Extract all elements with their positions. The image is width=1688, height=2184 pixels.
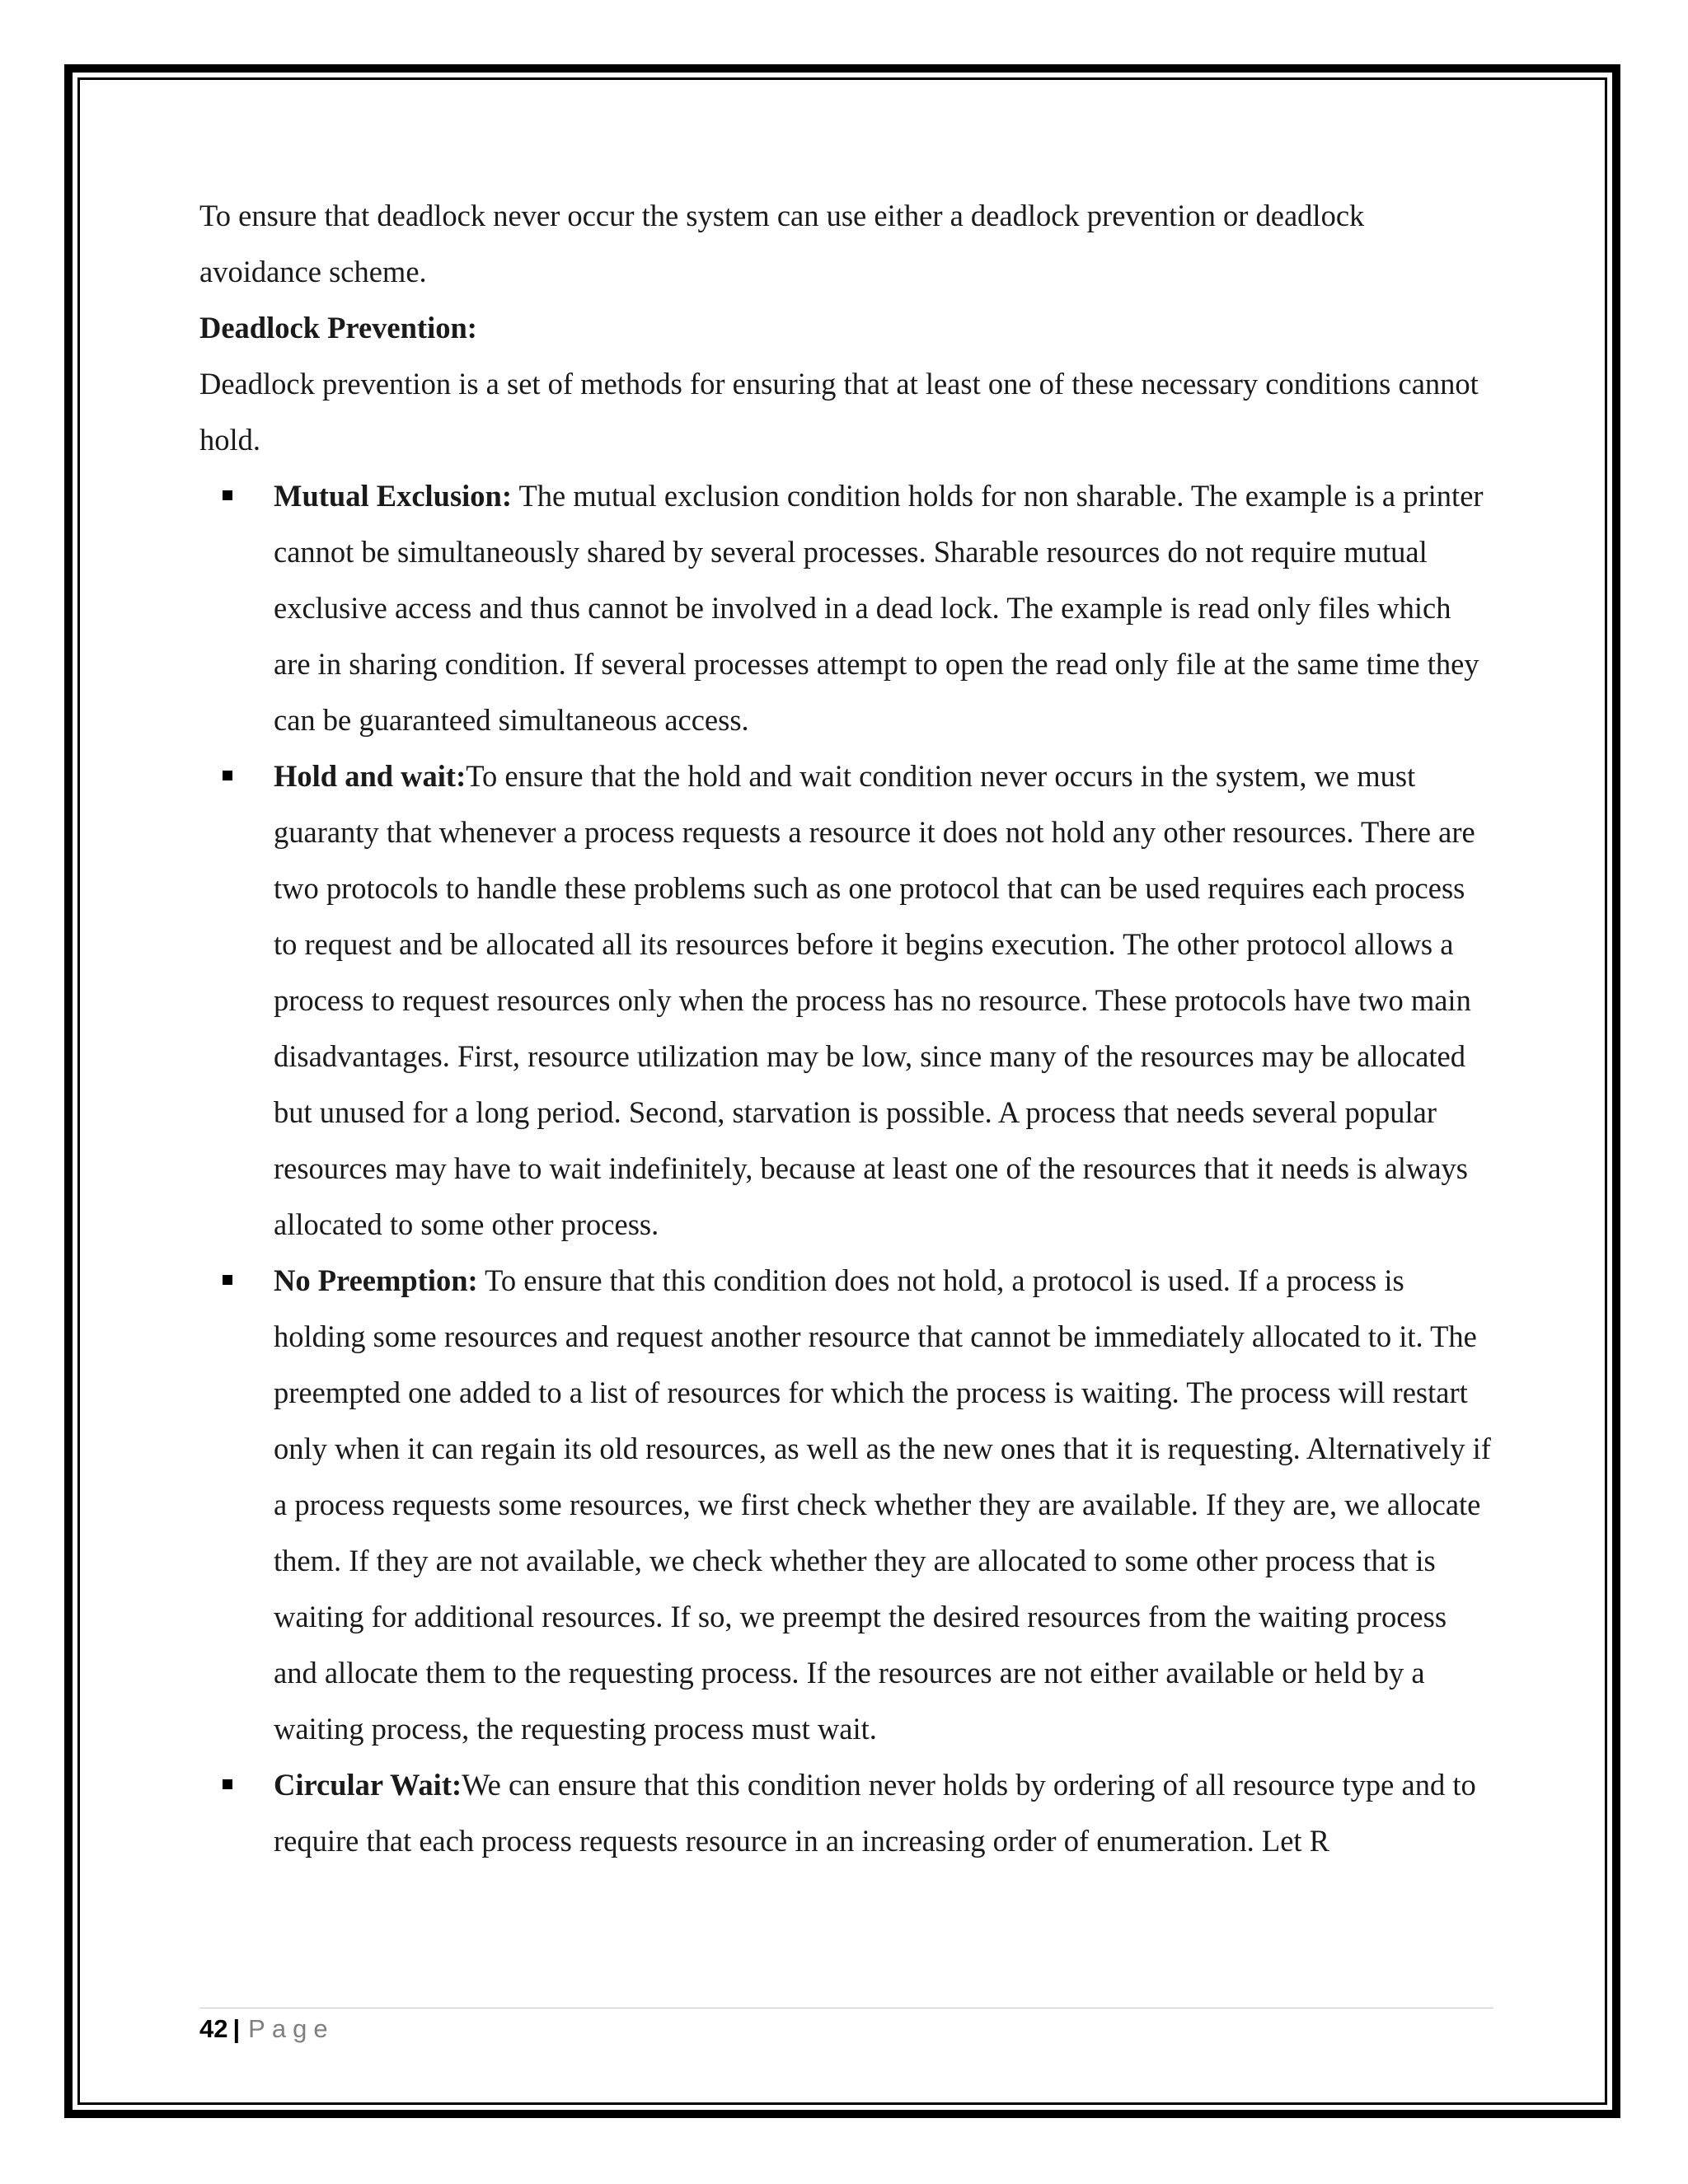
conditions-list (199, 468, 1493, 1869)
section-description: Deadlock prevention is a set of methods for ensuring that at least one of these necessary conditions cannot hold. (199, 367, 1479, 457)
document-body (199, 188, 1493, 1869)
section-heading: Deadlock Prevention: (199, 311, 477, 344)
page-footer (199, 2011, 335, 2047)
condition-text: We can ensure that this condition never holds by ordering of all resource type and to require that each process requests resource in an increasing order of enumeration. Let R (274, 1768, 1476, 1858)
condition-text: The mutual exclusion condition holds for non sharable. The example is a printer cannot be simultaneously shared by several processes. Sharable resources do not require mutual exclusive access and thus cannot be involved in a dead lock. The example is read only files which are in sharing condition. If several processes attempt to open the read only file at the same time they can be guaranteed simultaneous access. (274, 479, 1484, 737)
intro-paragraph: To ensure that deadlock never occur the system can use either a deadlock prevention or deadlock avoidance scheme. (199, 199, 1365, 288)
condition-term: No Preemption: (274, 1263, 478, 1297)
condition-term: Circular Wait: (274, 1768, 462, 1802)
page-number: 42 (199, 2014, 228, 2043)
list-item (274, 748, 1493, 1253)
square-bullet-icon (223, 771, 232, 780)
square-bullet-icon (223, 1779, 232, 1789)
condition-term: Hold and wait: (274, 759, 467, 793)
footer-separator: | (232, 2014, 241, 2043)
square-bullet-icon (223, 1275, 232, 1285)
list-item (274, 1757, 1493, 1869)
square-bullet-icon (223, 490, 232, 500)
list-item (274, 468, 1493, 748)
condition-text: To ensure that this condition does not hold, a protocol is used. If a process is holding some resources and request another resource that cannot be immediately allocated to it. The preempted one added to a list of resources for which the process is waiting. The process will restart only when it can regain its old resources, as well as the new ones that it is requesting. Alternatively if a process requests some resources, we first check whether they are available. If they are, we allocate them. If they are not available, we check whether they are allocated to some other process that is waiting for additional resources. If so, we preempt the desired resources from the waiting process and allocate them to the requesting process. If the resources are not either available or held by a waiting process, the requesting process must wait. (274, 1263, 1491, 1746)
condition-term: Mutual Exclusion: (274, 479, 513, 513)
condition-text: To ensure that the hold and wait condition never occurs in the system, we must guaranty that whenever a process requests a resource it does not hold any other resources. There are two protocols to handle these problems such as one protocol that can be used requires each process to request and be allocated all its resources before it begins execution. The other protocol allows a process to request resources only when the process has no resource. These protocols have two main disadvantages. First, resource utilization may be low, since many of the resources may be allocated but unused for a long period. Second, starvation is possible. A process that needs several popular resources may have to wait indefinitely, because at least one of the resources that it needs is always allocated to some other process. (274, 759, 1475, 1241)
page-label: Page (248, 2014, 335, 2043)
list-item (274, 1253, 1493, 1757)
